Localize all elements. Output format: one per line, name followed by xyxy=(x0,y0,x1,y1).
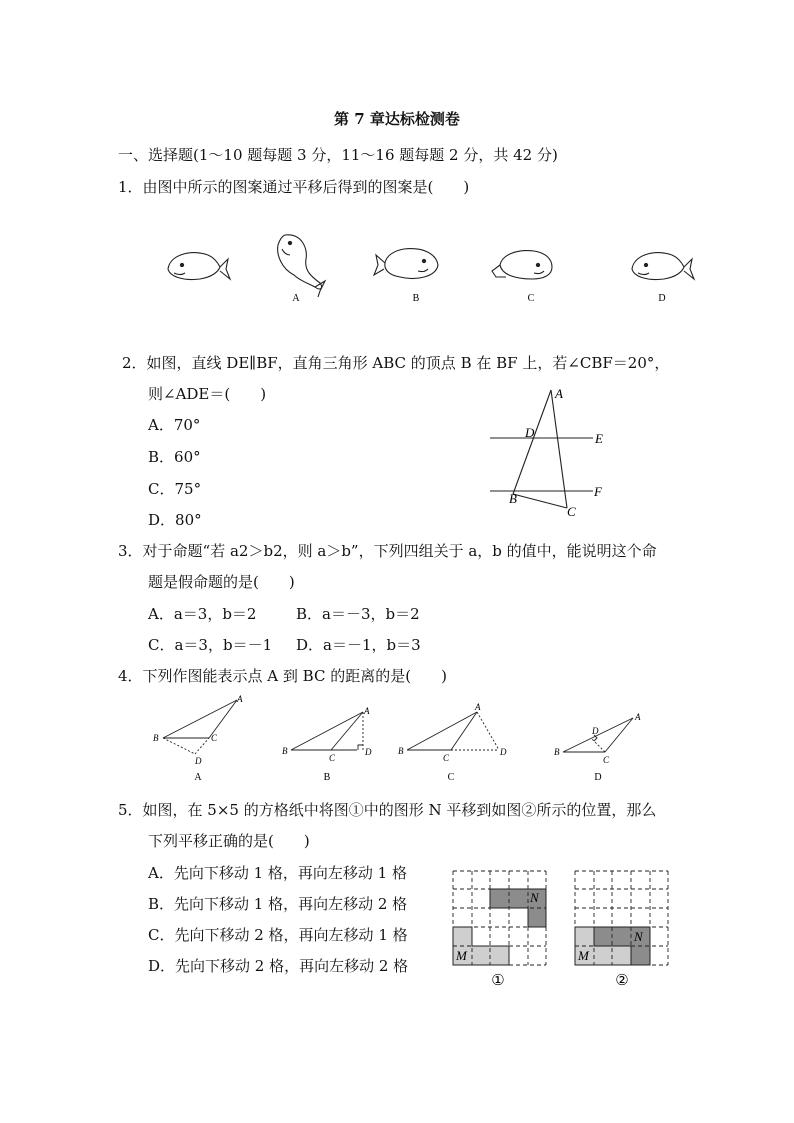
q1-stem: 1．由图中所示的图案通过平移后得到的图案是( ) xyxy=(118,178,470,196)
q5-stem-line1: 5．如图，在 5×5 的方格纸中将图①中的图形 N 平移到如图②所示的位置，那么 xyxy=(118,801,657,819)
q5-option-b: B．先向下移动 1 格，再向左移动 2 格 xyxy=(148,895,408,913)
q4-stem: 4．下列作图能表示点 A 到 BC 的距离的是( ) xyxy=(118,667,447,685)
q5-grid-1 xyxy=(453,871,546,965)
fish-option-a xyxy=(278,235,325,297)
q2-figure xyxy=(485,380,615,520)
q5-label-m1: M xyxy=(456,948,467,963)
q2-option-b: B．60° xyxy=(148,448,201,466)
q4a-point-d: D xyxy=(195,756,202,766)
q5-label-n2: N xyxy=(634,929,643,944)
q4c-point-a: A xyxy=(475,702,481,712)
q3-stem-line2: 题是假命题的是( ) xyxy=(148,573,295,591)
q4d-point-d: D xyxy=(592,726,599,736)
q5-fig2-caption: ② xyxy=(615,973,629,989)
q4c-point-b: B xyxy=(398,746,404,756)
fish-option-c xyxy=(492,251,552,279)
q4d-point-c: C xyxy=(603,755,610,765)
q4-label-a: A xyxy=(194,772,202,783)
q1-label-d: D xyxy=(658,293,666,304)
q4b-point-b: B xyxy=(282,746,288,756)
q4a-point-a: A xyxy=(237,694,243,704)
q3-option-c: C．a＝3，b＝－1 xyxy=(148,636,273,654)
q1-fish-figures xyxy=(160,225,700,310)
q1-label-a: A xyxy=(292,293,300,304)
q2-option-d: D．80° xyxy=(148,511,202,529)
q2-label-a: A xyxy=(555,386,563,401)
q4-label-c: C xyxy=(447,772,455,783)
q4d-point-a: A xyxy=(635,712,641,722)
q3-option-a: A．a＝3，b＝2 xyxy=(148,605,257,623)
q3-option-b: B．a＝－3，b＝2 xyxy=(296,605,420,623)
fish-option-d xyxy=(632,253,694,280)
q3-stem-line1: 3．对于命题“若 a2＞b2，则 a＞b”，下列四组关于 a，b 的值中，能说明这个命 xyxy=(118,542,657,560)
fish-option-b xyxy=(374,249,438,279)
q5-label-m2: M xyxy=(578,948,589,963)
page-title: 第 7 章达标检测卷 xyxy=(334,110,460,128)
q4-figure-b xyxy=(291,712,363,750)
q5-fig1-caption: ① xyxy=(491,973,505,989)
q5-label-n1: N xyxy=(530,890,539,905)
q2-label-e: E xyxy=(595,431,603,446)
section-heading: 一、选择题(1～10 题每题 3 分，11～16 题每题 2 分，共 42 分) xyxy=(118,146,558,164)
q2-label-b: B xyxy=(509,491,517,506)
q2-stem-line2: 则∠ADE＝( ) xyxy=(148,385,267,403)
q4a-point-b: B xyxy=(153,733,159,743)
q5-option-c: C．先向下移动 2 格，再向左移动 1 格 xyxy=(148,926,408,944)
q4b-point-c: C xyxy=(329,753,336,763)
q3-option-d: D．a＝－1，b＝3 xyxy=(296,636,421,654)
q4a-point-c: C xyxy=(211,733,218,743)
q4d-point-b: B xyxy=(554,747,560,757)
q4b-point-a: A xyxy=(364,706,370,716)
q4-figure-c xyxy=(407,712,499,750)
q5-grid-figures xyxy=(450,868,675,993)
q2-option-c: C．75° xyxy=(148,480,202,498)
q2-label-d: D xyxy=(525,425,535,440)
q1-label-b: B xyxy=(412,293,420,304)
q5-option-a: A．先向下移动 1 格，再向左移动 1 格 xyxy=(148,864,407,882)
fish-original xyxy=(168,253,230,280)
q5-grid-2 xyxy=(575,871,668,965)
q4c-point-c: C xyxy=(443,753,450,763)
q4-label-b: B xyxy=(323,772,331,783)
q4-figure-a xyxy=(163,700,237,754)
q4-figures xyxy=(145,692,665,787)
q2-label-c: C xyxy=(567,504,576,519)
q4b-point-d: D xyxy=(365,747,372,757)
q4-label-d: D xyxy=(594,772,602,783)
q2-stem-line1: 2．如图，直线 DE∥BF，直角三角形 ABC 的顶点 B 在 BF 上，若∠CBF＝20°， xyxy=(122,354,670,372)
q2-label-f: F xyxy=(594,484,602,499)
q5-option-d: D．先向下移动 2 格，再向左移动 2 格 xyxy=(148,957,409,975)
q5-stem-line2: 下列平移正确的是( ) xyxy=(148,832,310,850)
q2-option-a: A．70° xyxy=(148,416,201,434)
q4c-point-d: D xyxy=(500,747,507,757)
q1-label-c: C xyxy=(527,293,535,304)
